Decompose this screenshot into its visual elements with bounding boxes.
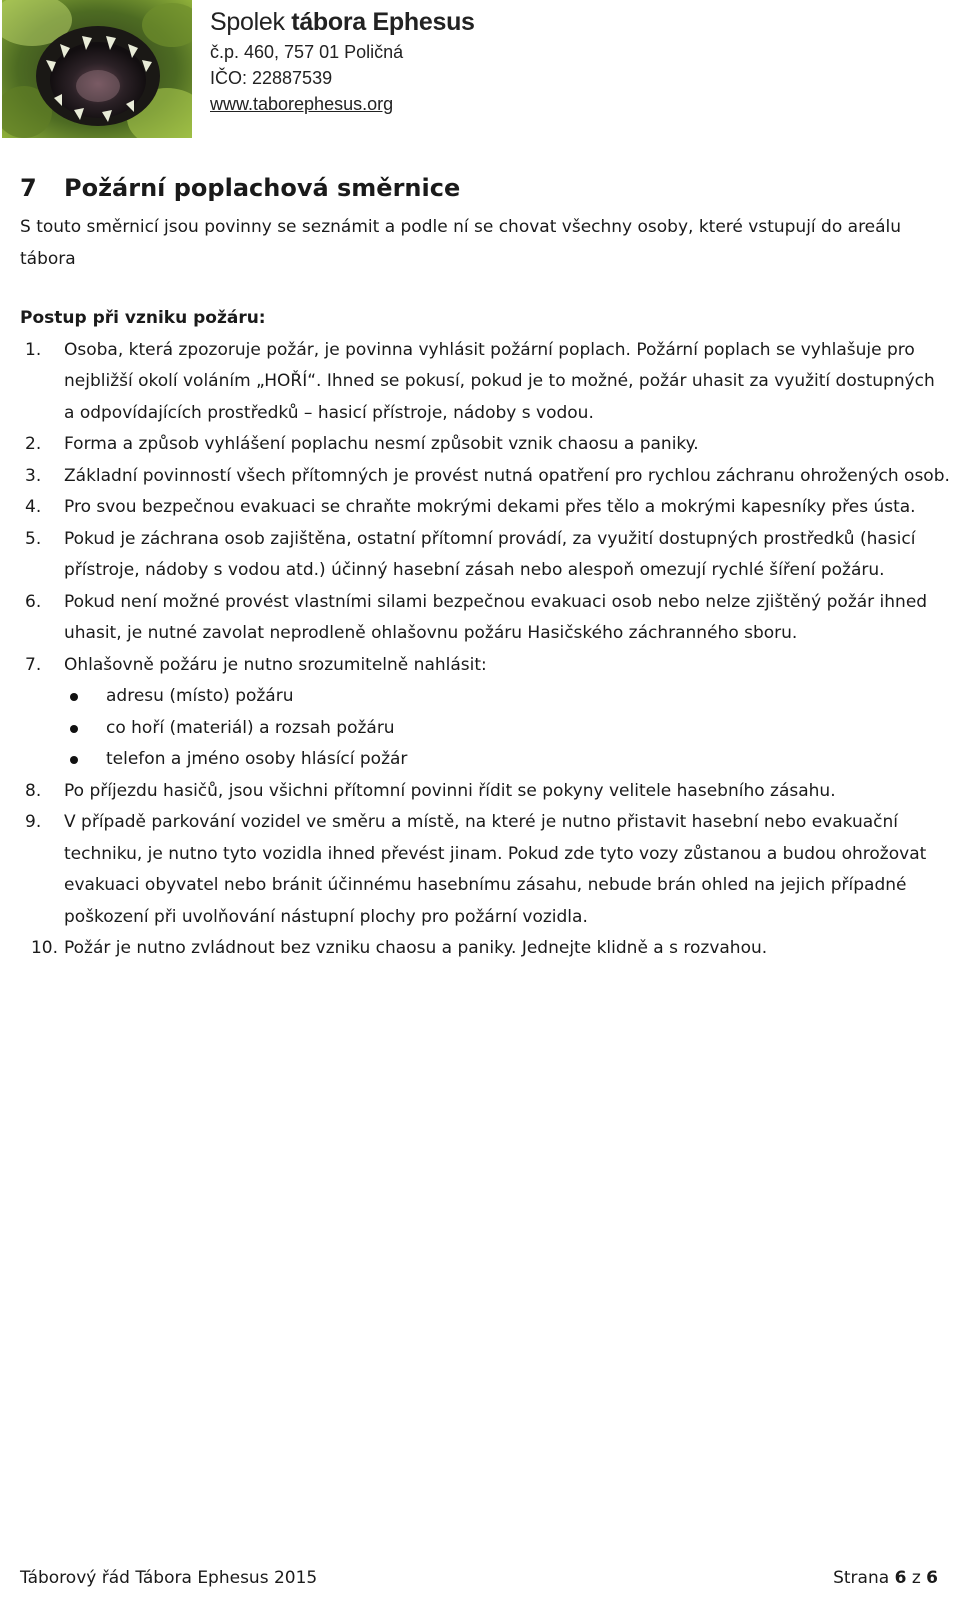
bullet-item: [64, 681, 950, 713]
footer-document-title: Táborový řád Tábora Ephesus 2015: [20, 1568, 318, 1588]
list-item-number: 6.: [25, 591, 42, 612]
list-item-number: 2.: [25, 434, 42, 454]
section-heading: [20, 170, 950, 206]
list-item: [20, 587, 950, 650]
bullet-icon: [70, 756, 78, 764]
bullet-item-text: co hoří (materiál) a rozsah požáru: [106, 717, 395, 738]
organization-address: č.p. 460, 757 01 Poličná: [210, 42, 404, 62]
page-header: [0, 0, 960, 140]
bullet-icon: [70, 693, 78, 701]
section-title: Požární poplachová směrnice: [64, 174, 461, 202]
document-body: [20, 170, 950, 965]
intro-paragraph: S touto směrnicí jsou povinny se seznámit a podle ní se chovat všechny osoby, které vstupují do areálu tábora: [20, 217, 902, 269]
list-item-number: 4.: [25, 497, 42, 517]
list-item: [20, 492, 950, 524]
procedure-subheading: Postup při vzniku požáru:: [20, 308, 266, 328]
organization-info: [210, 10, 475, 113]
procedure-list: [20, 335, 950, 965]
list-item: [20, 461, 950, 493]
list-item-text: Požár je nutno zvládnout bez vzniku chaosu a paniky. Jednejte klidně a s rozvahou.: [64, 938, 768, 958]
list-item: [20, 933, 950, 965]
list-item: [20, 524, 950, 587]
list-item: [20, 807, 950, 933]
bullet-item-text: adresu (místo) požáru: [106, 686, 294, 706]
list-item: [20, 776, 950, 808]
report-items-list: [64, 681, 950, 776]
list-item: [20, 650, 950, 776]
list-item-text: Pokud není možné provést vlastními silami bezpečnou evakuaci osob nebo nelze zjištěný požár ihned uhasit, je nutné zavolat neprodleně ohlašovnu požáru Hasičského záchranného sboru.: [64, 591, 928, 643]
list-item-number: 10.: [30, 938, 58, 958]
list-item-text: Základní povinností všech přítomných je provést nutná opatření pro rychlou záchranu ohrožených osob.: [64, 465, 950, 486]
list-item-text: Forma a způsob vyhlášení poplachu nesmí způsobit vznik chaosu a paniky.: [64, 434, 699, 454]
camp-logo-photo: [2, 0, 192, 138]
organization-website-link[interactable]: www.taborephesus.org: [210, 94, 394, 114]
section-number: 7: [20, 174, 37, 202]
list-item-text: V případě parkování vozidel ve směru a místě, na které je nutno přistavit hasební nebo evakuační techniku, je nutno tyto vozidla ihned převést jinam. Pokud zde tyto vozy zůstanou a budou ohrožovat evakuaci obyvatel nebo bránit účinnému hasebnímu zásahu, nebude brán ohled na jejich případné poškození při uvolňování nástupní plochy pro požární vozidla.: [64, 812, 927, 927]
list-item-number: 3.: [25, 465, 42, 486]
bullet-item-text: telefon a jméno osoby hlásící požár: [106, 749, 408, 769]
bullet-item: [64, 713, 950, 745]
bullet-icon: [70, 725, 78, 733]
list-item-number: 9.: [25, 812, 42, 832]
footer-page-number: Strana 6 z 6: [833, 1568, 938, 1588]
list-item-number: 7.: [25, 654, 42, 675]
list-item: [20, 429, 950, 461]
list-item-number: 1.: [25, 339, 42, 360]
bullet-item: [64, 744, 950, 776]
list-item-text: Po příjezdu hasičů, jsou všichni přítomní povinni řídit se pokyny velitele hasebního zásahu.: [64, 780, 836, 801]
list-item-number: 5.: [25, 528, 42, 549]
list-item: [20, 335, 950, 430]
organization-ico: IČO: 22887539: [210, 68, 333, 88]
list-item-text: Ohlašovně požáru je nutno srozumitelně nahlásit:: [64, 654, 487, 675]
organization-name: Spolek tábora Ephesus: [210, 8, 475, 36]
list-item-number: 8.: [25, 780, 42, 801]
list-item-text: Osoba, která zpozoruje požár, je povinna vyhlásit požární poplach. Požární poplach se vyhlašuje pro nejbližší okolí voláním „HOŘÍ“. Ihned se pokusí, pokud je to možné, požár uhasit za využití dostupných a odpovídajících prostředků – hasicí přístroje, nádoby s vodou.: [64, 339, 935, 423]
list-item-text: Pokud je záchrana osob zajištěna, ostatní přítomní provádí, za využití dostupných prostředků (hasicí přístroje, nádoby s vodou atd.) účinný hasební zásah nebo alespoň omezují rychlé šíření požáru.: [64, 528, 916, 580]
list-item-text: Pro svou bezpečnou evakuaci se chraňte mokrými dekami přes tělo a mokrými kapesníky přes ústa.: [64, 497, 916, 517]
